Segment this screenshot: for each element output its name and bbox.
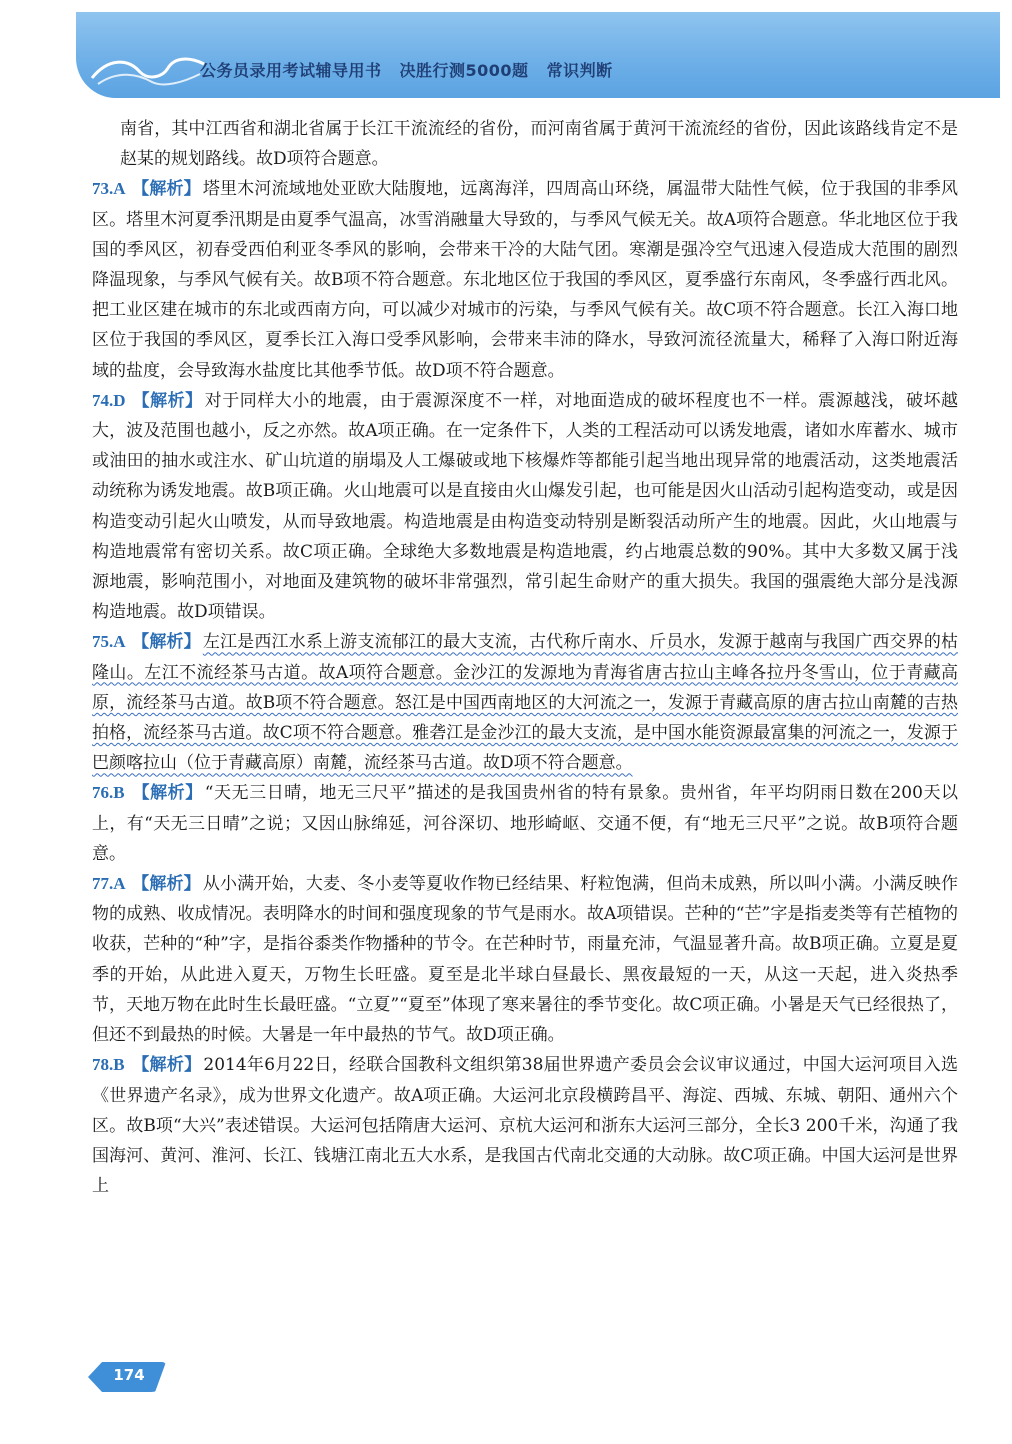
- answer-76: [92, 778, 958, 869]
- analysis-tag: 【解析】: [132, 783, 203, 804]
- page-header-title: [200, 58, 631, 84]
- analysis-tag: 【解析】: [132, 632, 201, 653]
- analysis-tag: 【解析】: [132, 1055, 202, 1076]
- intro-continuation: 南省，其中江西省和湖北省属于长江干流流经的省份，而河南省属于黄河干流流经的省份，因此该路线肯定不是赵某的规划路线。故D项符合题意。: [120, 119, 958, 170]
- answer-number: 74.D: [92, 390, 126, 410]
- answer-text: 对于同样大小的地震，由于震源深度不一样，对地面造成的破坏程度也不一样。震源越浅，破坏越大，波及范围也越小，反之亦然。故A项正确。在一定条件下，人类的工程活动可以诱发地震，诸如水库蓄水、城市或油田的抽水或注水、矿山坑道的崩塌及人工爆破或地下核爆炸等都能引起当地出现异常的地震活动，这类地震活动统称为诱发地震。故B项正确。火山地震可以是直接由火山爆发引起，也可能是因火山活动引起构造变动，或是因构造变动引起火山喷发，从而导致地震。构造地震是由构造变动特别是断裂活动所产生的地震。因此，火山地震与构造地震常有密切关系。故C项正确。全球绝大多数地震是构造地震，约占地震总数的90%。其中大多数又属于浅源地震，影响范围小，对地面及建筑物的破坏非常强烈，常引起生命财产的重大损失。我国的强震绝大部分是浅源构造地震。故D项错误。: [92, 390, 959, 623]
- header-book: 决胜行测5000题: [399, 61, 529, 80]
- analysis-tag: 【解析】: [132, 874, 201, 895]
- analysis-tag: 【解析】: [132, 179, 201, 200]
- answer-77: [92, 869, 958, 1050]
- answer-number: 75.A: [92, 632, 126, 652]
- answer-text: 2014年6月22日，经联合国教科文组织第38届世界遗产委员会会议审议通过，中国大运河项目入选《世界遗产名录》，成为世界文化遗产。故A项正确。大运河北京段横跨昌平、海淀、西城、东城、朝阳、通州六个区。故B项“大兴”表述错误。大运河包括隋唐大运河、京杭大运河和浙东大运河三部分，全长3 200千米，沟通了我国海河、黄河、淮河、长江、钱塘江南北五大水系，是我国古代南北交通的大动脉。故C项正确。中国大运河是世界上: [92, 1055, 959, 1197]
- answer-text-underlined: 左江是西江水系上游支流郁江的最大支流，古代称斤南水、斤员水，发源于越南与我国广西交界的枯隆山。左江不流经茶马古道。故A项符合题意。金沙江的发源地为青海省唐古拉山主峰各拉丹冬雪山，位于青藏高原，流经茶马古道。故B项不符合题意。怒江是中国西南地区的大河流之一，发源于青藏高原的唐古拉山南麓的吉热拍格，流经茶马古道。故C项不符合题意。雅砻江是金沙江的最大支流，是中国水能资源最富集的河流之一，发源于巴颜喀拉山（位于青藏高原）南麓，流经茶马古道。故D项不符合题意。: [92, 632, 959, 774]
- answer-number: 76.B: [92, 783, 125, 803]
- answer-number: 77.A: [92, 874, 126, 894]
- answer-text: “天无三日晴，地无三尺平”描述的是我国贵州省的特有景象。贵州省，年平均阴雨日数在200天以上，有“天无三日晴”之说；又因山脉绵延，河谷深切、地形崎岖、交通不便，有“地无三尺平”之说。故B项符合题意。: [92, 783, 959, 864]
- header-series: 公务员录用考试辅导用书: [200, 61, 382, 80]
- answer-78: [92, 1050, 958, 1201]
- wave-ornament-icon: [88, 48, 208, 88]
- answer-number: 73.A: [92, 179, 126, 199]
- header-section: 常识判断: [546, 61, 613, 80]
- header-band: [76, 12, 1000, 98]
- answer-explanations: [92, 114, 958, 1201]
- answer-74: [92, 386, 958, 628]
- analysis-tag: 【解析】: [132, 390, 203, 411]
- answer-text: 从小满开始，大麦、冬小麦等夏收作物已经结果、籽粒饱满，但尚未成熟，所以叫小满。小满反映作物的成熟、收成情况。表明降水的时间和强度现象的节气是雨水。故A项错误。芒种的“芒”字是指麦类等有芒植物的收获，芒种的“种”字，是指谷黍类作物播种的节令。在芒种时节，雨量充沛，气温显著升高。故B项正确。立夏是夏季的开始，从此进入夏天，万物生长旺盛。夏至是北半球白昼最长、黑夜最短的一天，从这一天起，进入炎热季节，天地万物在此时生长最旺盛。“立夏”“夏至”体现了寒来暑往的季节变化。故C项正确。小暑是天气已经很热了，但还不到最热的时候。大暑是一年中最热的节气。故D项正确。: [92, 874, 959, 1046]
- answer-number: 78.B: [92, 1055, 125, 1075]
- answer-text: 塔里木河流域地处亚欧大陆腹地，远离海洋，四周高山环绕，属温带大陆性气候，位于我国的非季风区。塔里木河夏季汛期是由夏季气温高，冰雪消融量大导致的，与季风气候无关。故A项符合题意。华北地区位于我国的季风区，初春受西伯利亚冬季风的影响，会带来干冷的大陆气团。寒潮是强冷空气迅速入侵造成大范围的剧烈降温现象，与季风气候有关。故B项不符合题意。东北地区位于我国的季风区，夏季盛行东南风，冬季盛行西北风。把工业区建在城市的东北或西南方向，可以减少对城市的污染，与季风气候有关。故C项不符合题意。长江入海口地区位于我国的季风区，夏季长江入海口受季风影响，会带来丰沛的降水，导致河流径流量大，稀释了入海口附近海域的盐度，会导致海水盐度比其他季节低。故D项不符合题意。: [92, 179, 959, 381]
- answer-75: [92, 627, 958, 778]
- page-number: 174: [113, 1366, 145, 1384]
- answer-73: [92, 174, 958, 385]
